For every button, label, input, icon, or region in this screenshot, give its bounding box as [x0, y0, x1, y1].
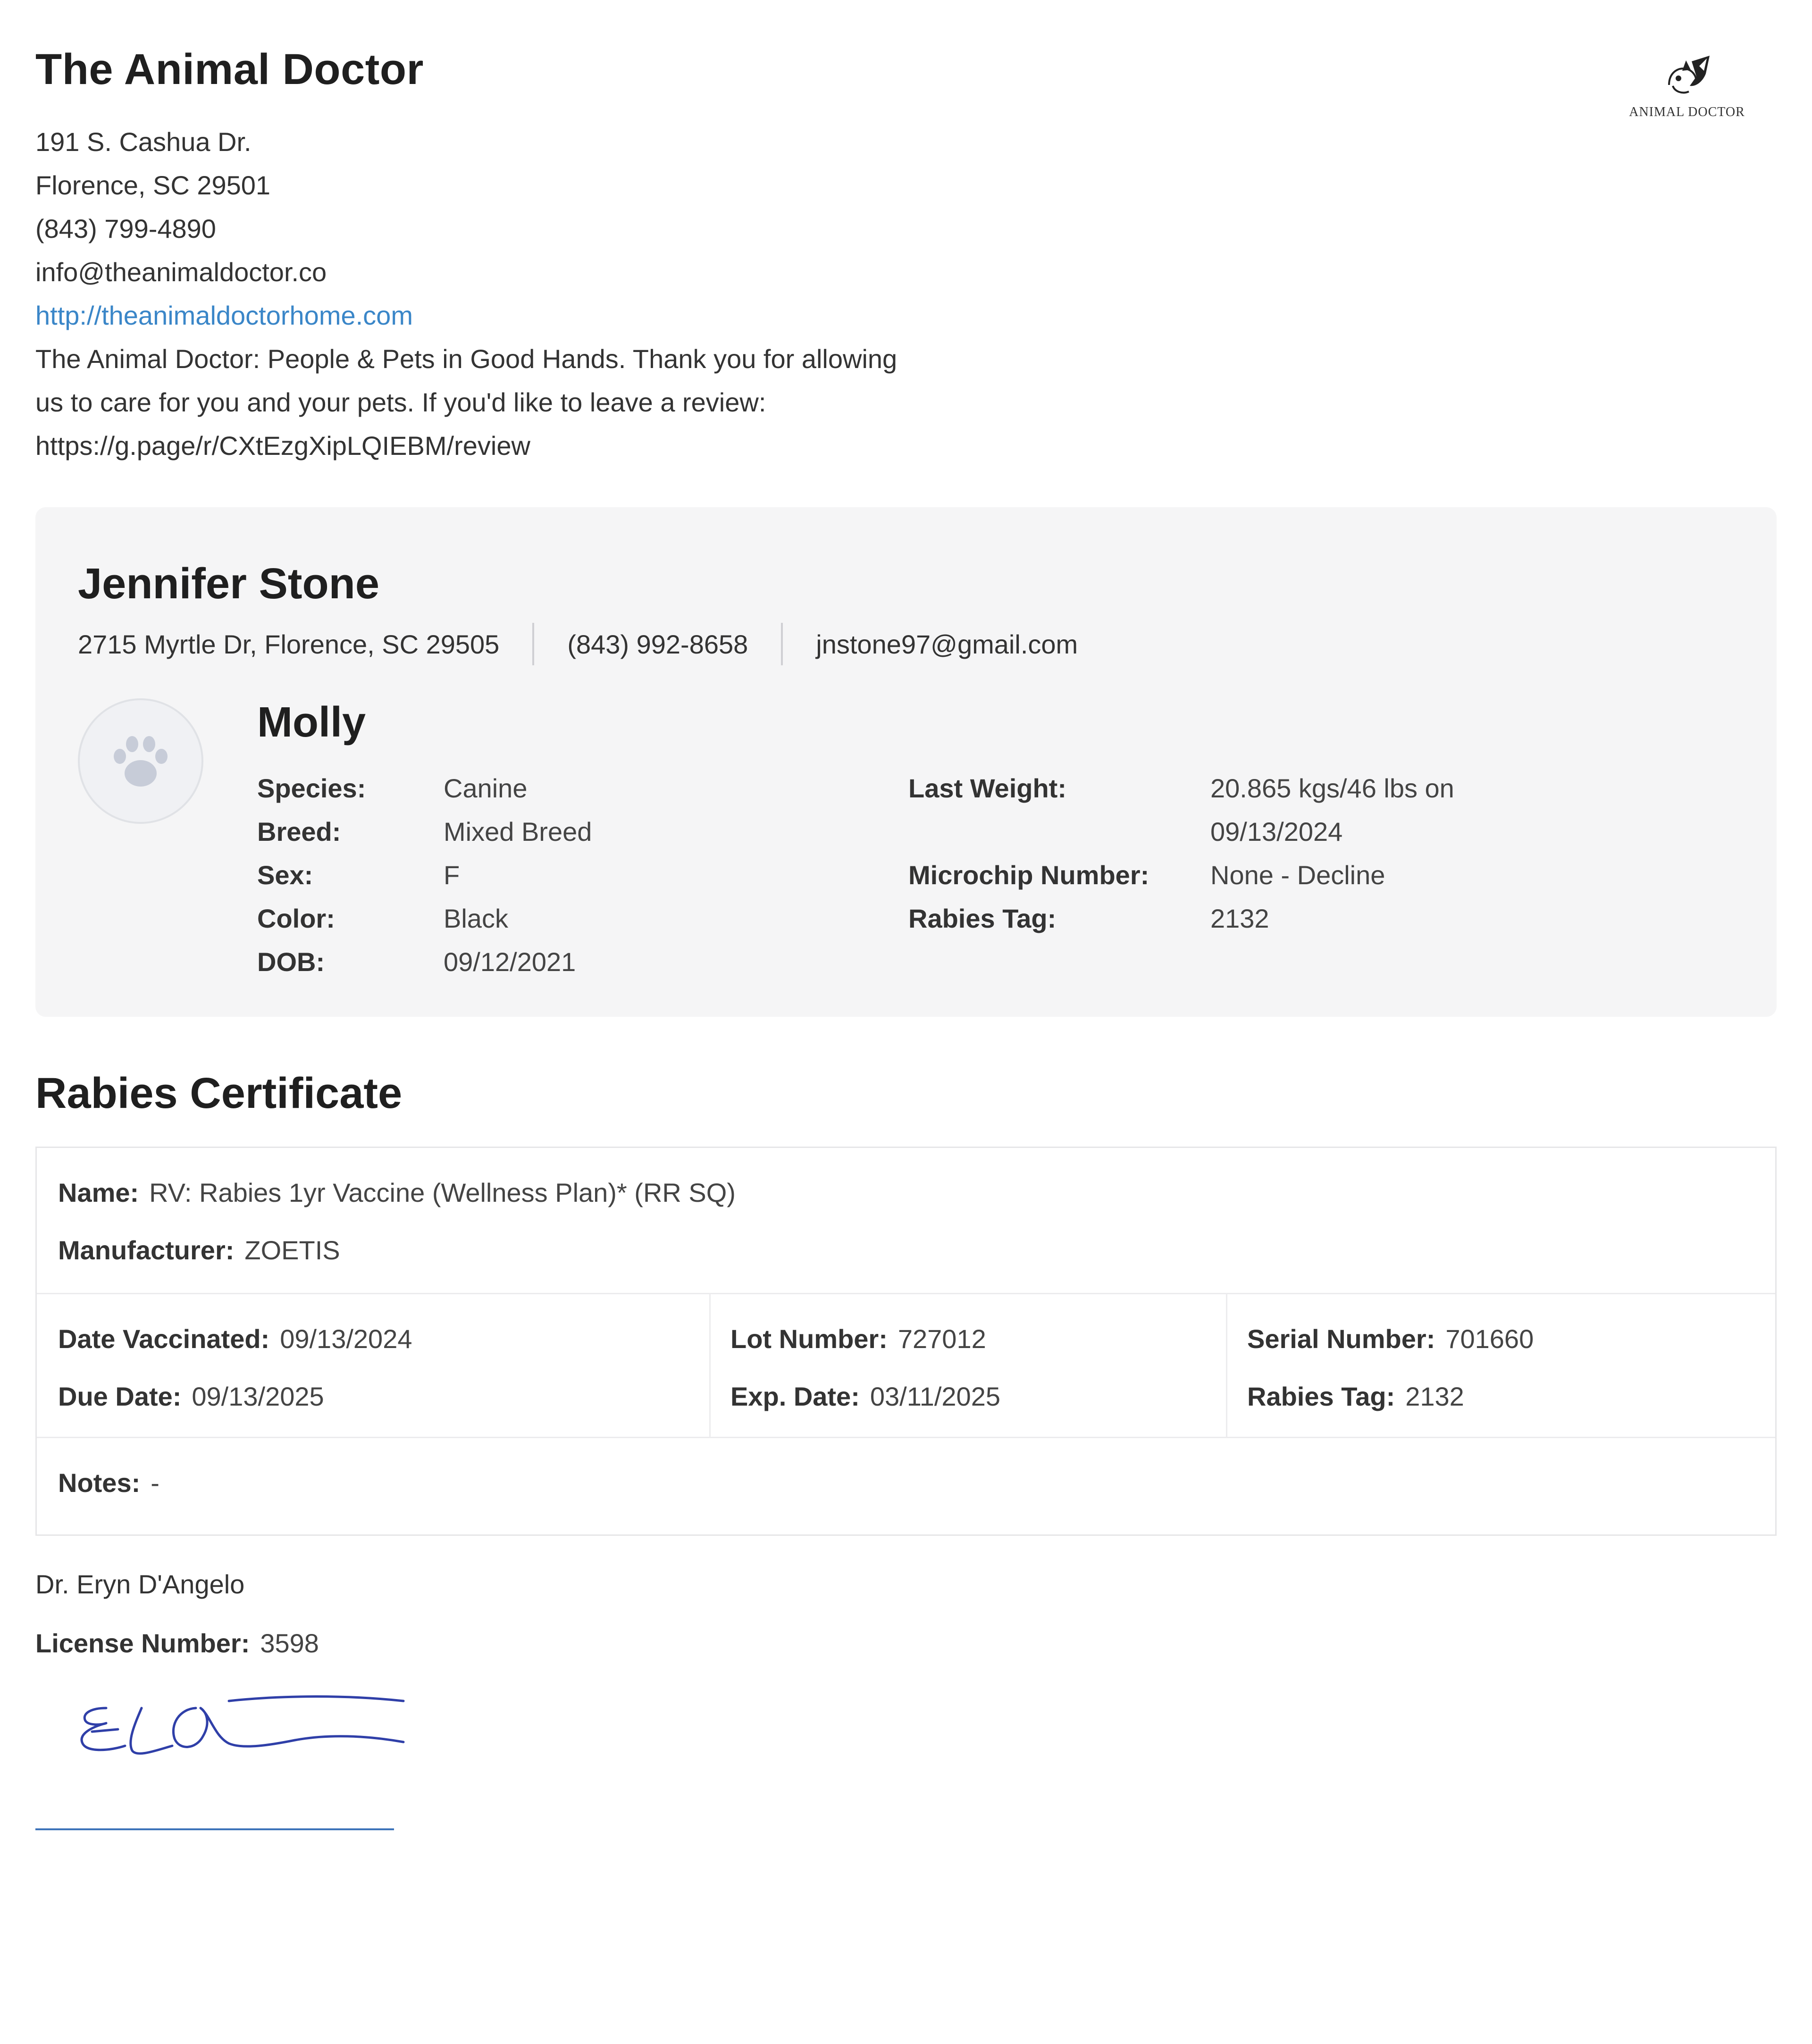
pet-field-row	[908, 810, 1454, 854]
certificate-table	[35, 1147, 1777, 1536]
due-date-field	[58, 1381, 324, 1412]
field-value: 701660	[1445, 1324, 1534, 1354]
pet-field-label: DOB:	[257, 947, 325, 977]
rabies-tag-field	[1247, 1381, 1464, 1412]
divider	[532, 623, 534, 665]
lot-column	[709, 1294, 1227, 1437]
dog-logo-icon	[1626, 52, 1748, 104]
pet-field-row	[257, 810, 592, 854]
clinic-logo-text: ANIMAL DOCTOR	[1629, 105, 1745, 119]
pet-field-label: Breed:	[257, 817, 341, 846]
client-phone: (843) 992-8658	[567, 629, 748, 659]
field-label: Due Date:	[58, 1382, 182, 1411]
pet-field-value: Mixed Breed	[444, 817, 592, 846]
pet-field-label: Last Weight:	[908, 773, 1066, 803]
serial-number-field	[1247, 1324, 1534, 1354]
field-label: Rabies Tag:	[1247, 1382, 1395, 1411]
field-value: 09/13/2025	[192, 1382, 324, 1411]
clinic-address-line2: Florence, SC 29501	[35, 170, 271, 200]
clinic-email: info@theanimaldoctor.co	[35, 257, 327, 287]
pet-field-row	[908, 854, 1454, 897]
certificate-title: Rabies Certificate	[35, 1069, 403, 1117]
pet-field-value: None - Decline	[1210, 860, 1385, 890]
pet-details-right	[908, 767, 1454, 940]
pet-field-value: 2132	[1210, 904, 1269, 933]
field-label: Manufacturer:	[58, 1235, 235, 1265]
date-vaccinated-field	[58, 1324, 412, 1354]
vaccine-info-section	[37, 1148, 1775, 1294]
vaccine-name-field	[58, 1177, 736, 1208]
lot-number-field	[730, 1324, 986, 1354]
pet-field-value: 09/12/2021	[444, 947, 576, 977]
client-email: jnstone97@gmail.com	[816, 629, 1078, 659]
notes-field	[58, 1467, 159, 1498]
field-label: Serial Number:	[1247, 1324, 1435, 1354]
pet-field-value: 20.865 kgs/46 lbs on	[1210, 773, 1454, 803]
divider	[781, 623, 783, 665]
client-contact-row	[78, 623, 1078, 665]
clinic-website-link[interactable]: http://theanimaldoctorhome.com	[35, 301, 413, 330]
field-label: License Number:	[35, 1628, 250, 1658]
pet-field-row	[257, 854, 592, 897]
pet-field-label: Color:	[257, 904, 335, 933]
clinic-name: The Animal Doctor	[35, 45, 424, 93]
pet-field-label: Sex:	[257, 860, 313, 890]
pet-name: Molly	[257, 699, 366, 746]
manufacturer-field	[58, 1235, 340, 1265]
doctor-signature	[73, 1680, 413, 1784]
field-value: ZOETIS	[244, 1235, 340, 1265]
pet-avatar	[78, 698, 203, 824]
pet-field-value: Canine	[444, 773, 528, 803]
vaccine-dates-section	[37, 1294, 1775, 1438]
clinic-message: The Animal Doctor: People & Pets in Good Hands. Thank you for allowing us to care for you and your pets. If you'd like to leave a review: https://g.page/r/CXtEzgXipLQIEBM/review	[35, 344, 898, 461]
clinic-logo	[1626, 52, 1748, 127]
field-value: 03/11/2025	[870, 1382, 1000, 1411]
pet-field-row	[257, 940, 592, 984]
pet-field-row	[908, 897, 1454, 940]
field-value: 3598	[260, 1628, 319, 1658]
field-label: Name:	[58, 1178, 139, 1207]
pet-details-left	[257, 767, 592, 984]
exp-date-field	[730, 1381, 1000, 1412]
pet-field-label	[908, 810, 1210, 854]
field-label: Lot Number:	[730, 1324, 888, 1354]
clinic-address-line1: 191 S. Cashua Dr.	[35, 127, 252, 157]
field-label: Exp. Date:	[730, 1382, 860, 1411]
dates-column	[37, 1294, 711, 1437]
notes-section	[37, 1438, 1775, 1536]
pet-field-label: Microchip Number:	[908, 860, 1149, 890]
doctor-name: Dr. Eryn D'Angelo	[35, 1569, 245, 1599]
pet-field-value: 09/13/2024	[1210, 817, 1343, 846]
field-value: 2132	[1405, 1382, 1464, 1411]
pet-field-label: Species:	[257, 773, 366, 803]
clinic-phone: (843) 799-4890	[35, 214, 216, 243]
pet-field-row	[257, 767, 592, 810]
pet-field-row	[257, 897, 592, 940]
client-address: 2715 Myrtle Dr, Florence, SC 29505	[78, 629, 500, 659]
field-label: Date Vaccinated:	[58, 1324, 270, 1354]
field-value: 09/13/2024	[280, 1324, 412, 1354]
field-value: 727012	[898, 1324, 986, 1354]
paw-icon	[109, 730, 172, 792]
client-name: Jennifer Stone	[78, 560, 380, 608]
pet-field-value: Black	[444, 904, 508, 933]
signature-line	[35, 1828, 394, 1830]
serial-column	[1226, 1294, 1777, 1437]
client-patient-card	[35, 507, 1777, 1017]
license-number-field	[35, 1628, 319, 1659]
pet-field-value: F	[444, 860, 460, 890]
pet-field-row	[908, 767, 1454, 810]
field-label: Notes:	[58, 1468, 141, 1498]
field-value: -	[151, 1468, 159, 1498]
pet-field-label: Rabies Tag:	[908, 904, 1057, 933]
clinic-info	[35, 120, 908, 468]
field-value: RV: Rabies 1yr Vaccine (Wellness Plan)* (RR SQ)	[149, 1178, 736, 1207]
